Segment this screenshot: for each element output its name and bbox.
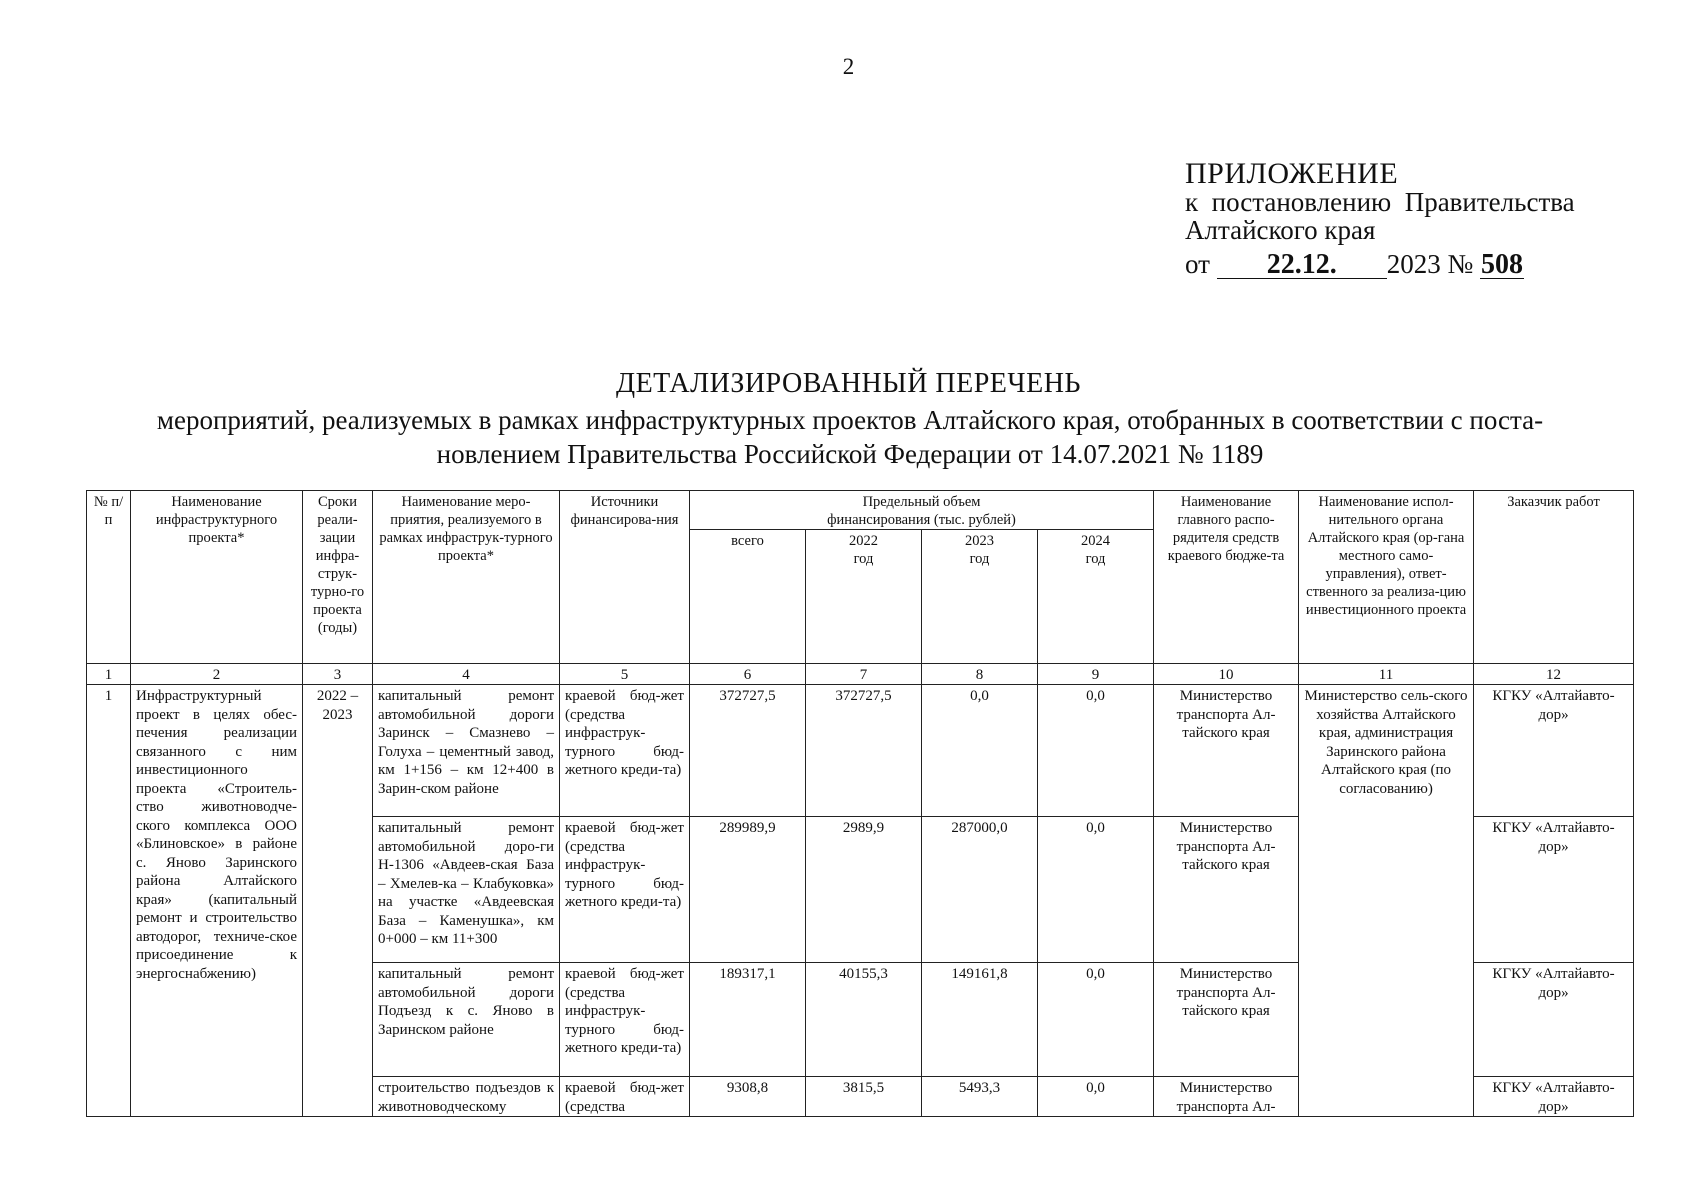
- year-2022-cell: 3815,5: [806, 1077, 922, 1117]
- document-subtitle: [110, 403, 1590, 471]
- number-value: 508: [1480, 249, 1523, 280]
- header-col-11: Наименование испол-нительного органа Алтайского края (ор-гана местного само-управления), ответ-ственного за реализа-цию инвестиционного проекта: [1299, 491, 1474, 664]
- column-number: 3: [303, 664, 373, 685]
- column-number: 9: [1038, 664, 1154, 685]
- project-period: 2022 – 2023: [303, 685, 373, 1117]
- date-value: 22.12.: [1217, 251, 1387, 279]
- year-2023-cell: 149161,8: [922, 963, 1038, 1077]
- header-col-8: 2023 год: [922, 530, 1038, 664]
- measure-cell: капитальный ремонт автомобильной дороги Подъезд к с. Яново в Заринском районе: [373, 963, 560, 1077]
- header-col-5: Источники финансирова-ния: [560, 491, 690, 664]
- executor-cell: Министерство сель-ского хозяйства Алтайского края, администрация Заринского района Алтайского края (по согласованию): [1299, 685, 1474, 1117]
- table-row: [87, 685, 1634, 817]
- year-2023-cell: 0,0: [922, 685, 1038, 817]
- measure-cell: строительство подъездов к животноводческому: [373, 1077, 560, 1117]
- source-cell: краевой бюд-жет (средства инфраструк-турного бюд-жетного креди-та): [560, 963, 690, 1077]
- total-cell: 372727,5: [690, 685, 806, 817]
- column-number: 11: [1299, 664, 1474, 685]
- header-col-9: 2024 год: [1038, 530, 1154, 664]
- date-prefix: от: [1185, 249, 1210, 279]
- measure-cell: капитальный ремонт автомобильной доро-ги Н-1306 «Авдеев-ская База – Хмелев-ка – Клабуковка» на участке «Авдеевская База – Каменушка», км 0+000 – км 11+300: [373, 817, 560, 963]
- project-number: 1: [87, 685, 131, 1117]
- customer-cell: КГКУ «Алтайавто-дор»: [1474, 685, 1634, 817]
- total-cell: 9308,8: [690, 1077, 806, 1117]
- manager-cell: Министерство транспорта Ал-: [1154, 1077, 1299, 1117]
- year-text: 2023 №: [1386, 249, 1474, 279]
- header-col-7: 2022 год: [806, 530, 922, 664]
- column-number: 2: [131, 664, 303, 685]
- year-2024-cell: 0,0: [1038, 963, 1154, 1077]
- appendix-line-2: Алтайского края: [1185, 215, 1376, 245]
- source-cell: краевой бюд-жет (средства инфраструк-турного бюд-жетного креди-та): [560, 685, 690, 817]
- column-number: 7: [806, 664, 922, 685]
- page-number: 2: [842, 54, 855, 79]
- column-number-row: [87, 664, 1634, 685]
- subtitle-line-2: новлением Правительства Российской Федерации от 14.07.2021 № 1189: [436, 439, 1264, 469]
- year-2022-cell: 372727,5: [806, 685, 922, 817]
- column-number: 5: [560, 664, 690, 685]
- column-number: 8: [922, 664, 1038, 685]
- measure-cell: капитальный ремонт автомобильной дороги Заринск – Смазнево – Голуха – цементный завод, км 1+156 – км 12+400 в Зарин-ском районе: [373, 685, 560, 817]
- year-2022-cell: 40155,3: [806, 963, 922, 1077]
- header-col-10: Наименование главного распо-рядителя средств краевого бюдже-та: [1154, 491, 1299, 664]
- header-col-3: Сроки реали-зации инфра-струк-турно-го проекта (годы): [303, 491, 373, 664]
- total-cell: 189317,1: [690, 963, 806, 1077]
- year-2024-cell: 0,0: [1038, 1077, 1154, 1117]
- header-col-1: № п/п: [87, 491, 131, 664]
- year-2024-cell: 0,0: [1038, 817, 1154, 963]
- column-number: 1: [87, 664, 131, 685]
- subtitle-line-1: мероприятий, реализуемых в рамках инфраструктурных проектов Алтайского края, отобранных в соответствии с поста-: [156, 405, 1544, 435]
- measures-table: [86, 490, 1634, 1117]
- customer-cell: КГКУ «Алтайавто-дор»: [1474, 1077, 1634, 1117]
- column-number: 4: [373, 664, 560, 685]
- header-col-12: Заказчик работ: [1474, 491, 1634, 664]
- appendix-block: [1185, 157, 1625, 280]
- project-name: Инфраструктурный проект в целях обес-печения реализации связанного с ним инвестиционного проекта «Строитель-ство животноводче-ского комплекса ООО «Блиновское» в районе с. Яново Заринского района Алтайского края» (капитальный ремонт и строительство автодорог, техниче-ское присоединение к энергоснабжению): [131, 685, 303, 1117]
- year-2024-cell: 0,0: [1038, 685, 1154, 817]
- year-2023-cell: 5493,3: [922, 1077, 1038, 1117]
- header-col-2: Наименование инфраструктурного проекта*: [131, 491, 303, 664]
- year-2022-cell: 2989,9: [806, 817, 922, 963]
- header-col-4: Наименование меро-приятия, реализуемого в рамках инфраструк-турного проекта*: [373, 491, 560, 664]
- header-row-1: [87, 491, 1634, 530]
- source-cell: краевой бюд-жет (средства инфраструк-турного бюд-жетного креди-та): [560, 817, 690, 963]
- appendix-line-1: к постановлению Правительства: [1185, 187, 1575, 217]
- year-2023-cell: 287000,0: [922, 817, 1038, 963]
- column-number: 12: [1474, 664, 1634, 685]
- customer-cell: КГКУ «Алтайавто-дор»: [1474, 963, 1634, 1077]
- appendix-title: ПРИЛОЖЕНИЕ: [1185, 157, 1399, 190]
- appendix-date-line: [1185, 250, 1625, 279]
- manager-cell: Министерство транспорта Ал-тайского края: [1154, 817, 1299, 963]
- manager-cell: Министерство транспорта Ал-тайского края: [1154, 963, 1299, 1077]
- customer-cell: КГКУ «Алтайавто-дор»: [1474, 817, 1634, 963]
- column-number: 10: [1154, 664, 1299, 685]
- column-number: 6: [690, 664, 806, 685]
- source-cell: краевой бюд-жет (средства: [560, 1077, 690, 1117]
- header-funding-group: Предельный объем финансирования (тыс. рублей): [690, 491, 1154, 530]
- document-title: ДЕТАЛИЗИРОВАННЫЙ ПЕРЕЧЕНЬ: [615, 368, 1082, 399]
- header-col-6: всего: [690, 530, 806, 664]
- manager-cell: Министерство транспорта Ал-тайского края: [1154, 685, 1299, 817]
- total-cell: 289989,9: [690, 817, 806, 963]
